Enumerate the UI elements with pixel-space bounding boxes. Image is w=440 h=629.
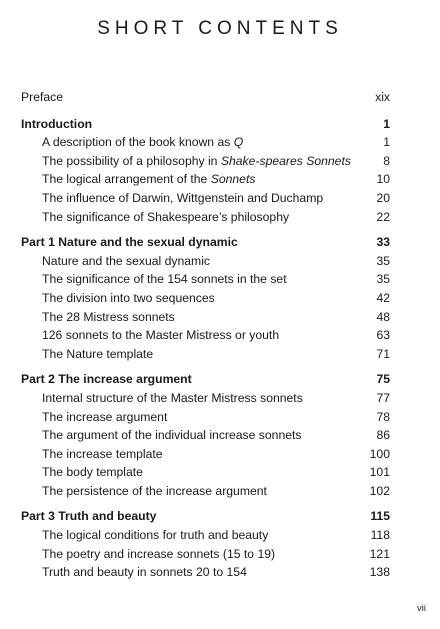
entry-page-number: 77 [376,390,390,405]
entry-page-number: 8 [383,153,390,168]
toc-entry[interactable] [21,445,390,464]
entry-label-text: A description of the book known as [42,135,234,150]
toc-entry[interactable] [21,463,390,482]
entry-label-text: The logical arrangement of the [42,172,211,187]
entry-label-text: The body template [42,465,143,480]
entry-page-number: 22 [376,209,390,224]
entry-page-number: 121 [369,546,390,561]
toc-entry[interactable] [21,563,390,582]
entry-label [42,426,301,445]
toc-entry[interactable] [21,170,390,189]
toc-entry[interactable] [21,389,390,408]
entry-page-number: 48 [376,309,390,324]
entry-page-number: xix [375,90,390,104]
entry-label [42,463,143,482]
entry-label-text: The increase argument [42,409,168,424]
entry-label [42,252,210,271]
entry-label-text: The increase template [42,446,163,461]
entry-label-text: The significance of Shakespeare’s philosophy [42,209,290,224]
toc-entry[interactable] [21,408,390,427]
entry-label [42,308,175,327]
toc-entry[interactable] [21,289,390,308]
entry-label-text: The logical conditions for truth and beauty [42,528,269,543]
toc-section-heading[interactable] [21,370,390,389]
toc-entry[interactable] [21,208,390,227]
toc-entry[interactable] [21,482,390,501]
entry-label [42,208,289,227]
toc-entry[interactable] [21,526,390,545]
entry-label [42,526,268,545]
entry-page-number: 63 [376,328,390,343]
entry-label-text: The significance of the 154 sonnets in the set [42,272,287,287]
section-heading-label: Part 1 Nature and the sexual dynamic [21,235,238,250]
entry-label [42,545,275,564]
entry-label-text: The Nature template [42,346,154,361]
toc-entry[interactable] [21,308,390,327]
toc-sections [21,115,390,582]
entry-label [42,270,287,289]
entry-label [42,563,247,582]
entry-label: Preface [21,90,64,104]
entry-label [42,189,323,208]
entry-label-text: Internal structure of the Master Mistress sonnets [42,390,303,405]
toc-entry[interactable] [21,545,390,564]
entry-label [42,289,215,308]
entry-label-text: The influence of Darwin, Wittgenstein and Duchamp [42,190,324,205]
toc-entry[interactable] [21,270,390,289]
entry-label-text: The argument of the individual increase sonnets [42,428,302,443]
section-page-number: 75 [376,372,390,387]
entry-label [42,389,303,408]
section-gap [21,363,390,370]
entry-page-number: 101 [369,465,390,480]
entry-label-text: The 28 Mistress sonnets [42,309,175,324]
entry-label-italic: Shake-speares Sonnets [220,153,351,168]
toc-section-heading[interactable] [21,115,390,134]
entry-page-number: 71 [376,346,390,361]
toc-entry[interactable] [21,426,390,445]
page-title: SHORT CONTENTS [97,18,343,39]
entry-page-number: 20 [376,190,390,205]
page-folio: vii [417,603,426,614]
entry-label-text: Truth and beauty in sonnets 20 to 154 [42,565,247,580]
entry-label-italic: Sonnets [210,172,256,187]
entry-label [42,152,351,171]
entry-page-number: 35 [376,253,390,268]
entry-page-number: 100 [369,446,390,461]
entry-page-number: 42 [376,290,390,305]
section-gap [21,226,390,233]
toc-entry[interactable] [21,345,390,364]
entry-page-number: 118 [370,528,390,543]
section-heading-label: Introduction [21,116,93,131]
entry-label [42,326,279,345]
section-page-number: 1 [383,116,390,131]
entry-page-number: 1 [383,135,390,150]
toc-entry[interactable] [21,189,390,208]
entry-label [42,445,163,464]
entry-label-text: Nature and the sexual dynamic [42,253,211,268]
entry-page-number: 35 [376,272,390,287]
entry-label [42,170,255,189]
entry-page-number: 102 [369,483,390,498]
table-of-contents [21,88,390,582]
toc-section-heading[interactable] [21,233,390,252]
entry-page-number: 138 [369,565,390,580]
entry-label [42,345,153,364]
toc-entry[interactable] [21,252,390,271]
entry-label [42,482,267,501]
entry-page-number: 78 [376,409,390,424]
entry-label-text: 126 sonnets to the Master Mistress or youth [42,328,280,343]
toc-entry[interactable] [21,152,390,171]
entry-label-text: The division into two sequences [42,290,215,305]
entry-label-italic: Q [233,135,244,150]
entry-page-number: 86 [376,428,390,443]
entry-page-number: 10 [376,172,390,187]
entry-label [42,408,167,427]
toc-entry[interactable] [21,133,390,152]
toc-section-heading[interactable] [21,507,390,526]
section-gap [21,500,390,507]
entry-label-text: The poetry and increase sonnets (15 to 19) [42,546,276,561]
section-page-number: 33 [376,235,390,250]
section-heading-label: Part 3 Truth and beauty [21,509,157,524]
entry-label-text: The possibility of a philosophy in [42,153,221,168]
section-heading-label: Part 2 The increase argument [21,372,192,387]
entry-label-text: The persistence of the increase argument [42,483,267,498]
toc-entry-preface[interactable] [21,88,390,107]
section-page-number: 115 [370,509,390,524]
entry-label [42,133,243,152]
toc-entry[interactable] [21,326,390,345]
